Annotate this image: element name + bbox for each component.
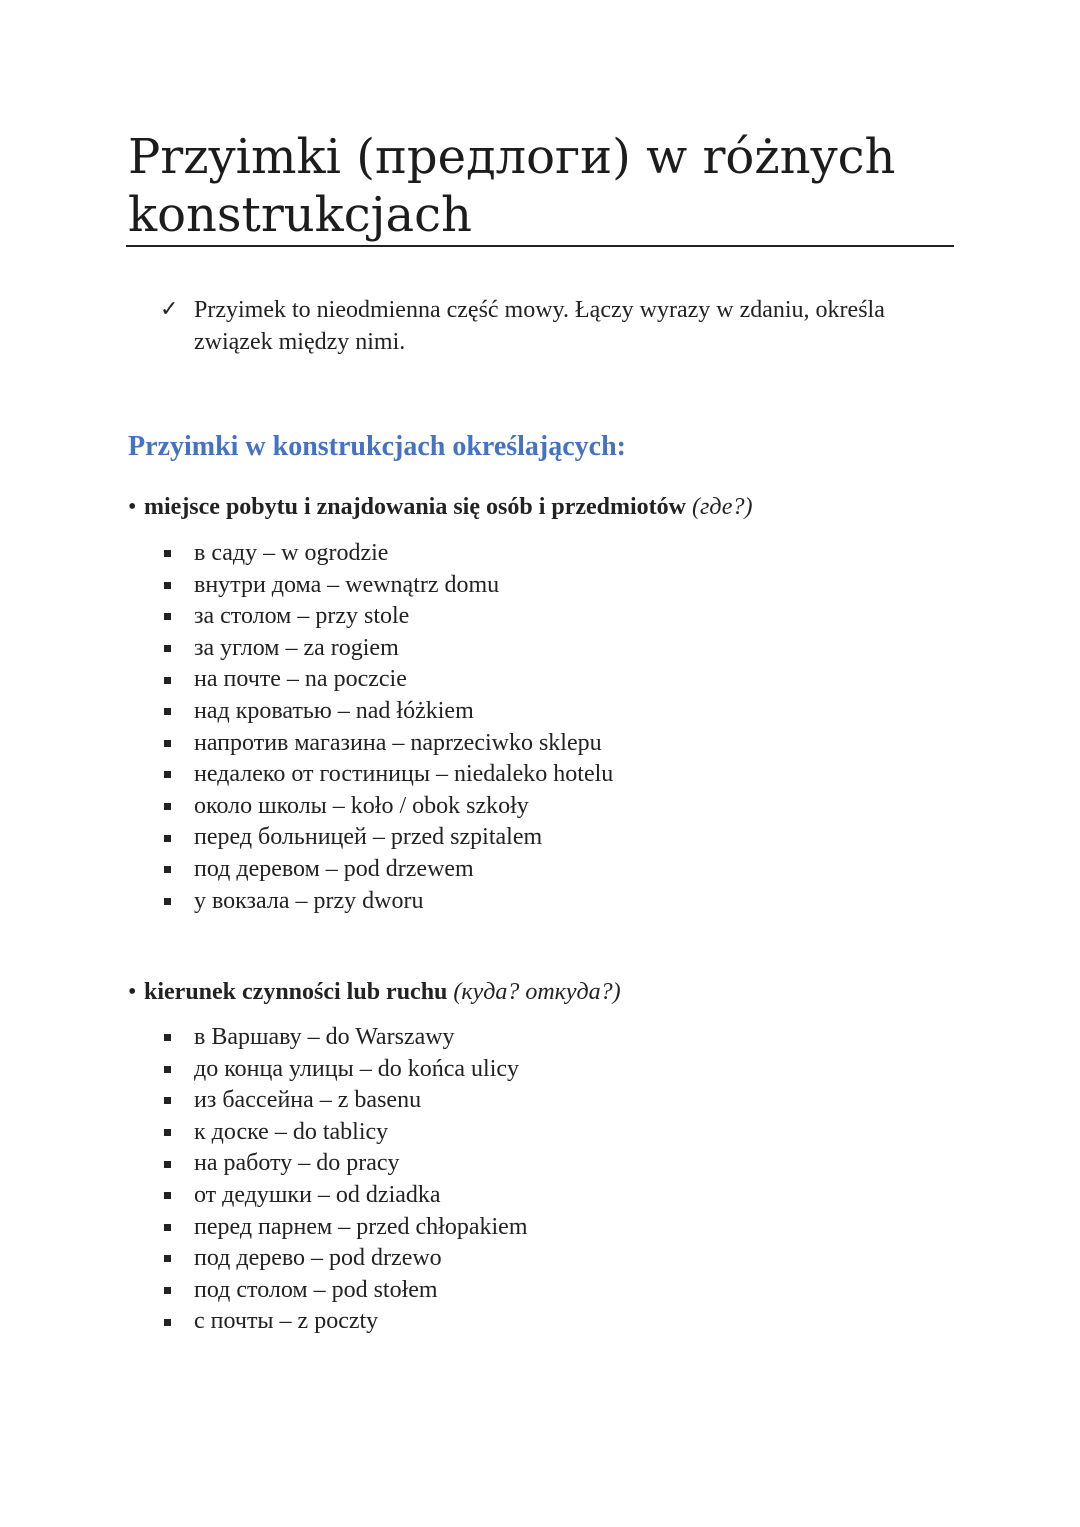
square-bullet-icon — [164, 550, 171, 557]
list-item-text: на работу – do pracy — [194, 1150, 400, 1177]
list-item-text: в саду – w ogrodzie — [194, 540, 389, 566]
list-item-text: над кроватью – nad łóżkiem — [194, 697, 474, 724]
location-preposition-list — [160, 538, 613, 917]
list-item — [160, 791, 613, 823]
list-item-text: под столом – pod stołem — [194, 1276, 438, 1303]
list-item — [160, 1117, 527, 1149]
list-item-text: недалеко от гостиницы – niedaleko hotelu — [194, 761, 614, 788]
list-item-text: около школы – koło / obok szkoły — [194, 792, 529, 819]
title-underline — [126, 245, 954, 247]
list-item-text: за столом – przy stole — [194, 603, 410, 630]
list-item — [160, 822, 613, 854]
list-item-text: из бассейна – z basenu — [194, 1087, 422, 1114]
direction-preposition-list — [160, 1022, 527, 1338]
section-label-bold: miejsce pobytu i znajdowania się osób i przedmiotów — [144, 494, 686, 520]
section-heading: Przyimki w konstrukcjach określających: — [128, 431, 626, 462]
list-item-text: перед больницей – przed szpitalem — [194, 824, 543, 851]
list-item — [160, 1148, 527, 1180]
section-label-question: (где?) — [692, 494, 753, 520]
square-bullet-icon — [164, 1319, 171, 1326]
page-title: Przyimki (предлоги) w różnych konstrukcjach — [128, 129, 896, 243]
list-item — [160, 601, 613, 633]
square-bullet-icon — [164, 1224, 171, 1231]
list-item — [160, 1243, 527, 1275]
list-item — [160, 728, 613, 760]
section-label-direction — [128, 976, 621, 1008]
list-item — [160, 570, 613, 602]
list-item-text: перед парнем – przed chłopakiem — [194, 1213, 528, 1240]
list-item-text: с почты – z poczty — [194, 1308, 379, 1335]
square-bullet-icon — [164, 582, 171, 589]
list-item — [160, 1180, 527, 1212]
square-bullet-icon — [164, 898, 171, 905]
square-bullet-icon — [164, 1192, 171, 1199]
square-bullet-icon — [164, 740, 171, 747]
square-bullet-icon — [164, 1129, 171, 1136]
list-item-text: до конца улицы – do końca ulicy — [194, 1055, 520, 1082]
square-bullet-icon — [164, 1161, 171, 1168]
square-bullet-icon — [164, 1287, 171, 1294]
list-item-text: напротив магазина – naprzeciwko sklepu — [194, 729, 602, 756]
square-bullet-icon — [164, 613, 171, 620]
list-item — [160, 1054, 527, 1086]
square-bullet-icon — [164, 771, 171, 778]
list-item — [160, 1022, 527, 1054]
square-bullet-icon — [164, 803, 171, 810]
square-bullet-icon — [164, 677, 171, 684]
square-bullet-icon — [164, 708, 171, 715]
section-label-question: (куда? откуда?) — [453, 979, 621, 1005]
square-bullet-icon — [164, 835, 171, 842]
section-label-location — [128, 491, 752, 523]
list-item-text: к доске – do tablicy — [194, 1118, 389, 1145]
list-item — [160, 1275, 527, 1307]
section-label-bold: kierunek czynności lub ruchu — [144, 979, 448, 1005]
list-item — [160, 854, 613, 886]
square-bullet-icon — [164, 1034, 171, 1041]
square-bullet-icon — [164, 1066, 171, 1073]
square-bullet-icon — [164, 1097, 171, 1104]
list-item — [160, 1085, 527, 1117]
list-item — [160, 633, 613, 665]
list-item-text: под дерево – pod drzewo — [194, 1245, 442, 1272]
list-item-text: у вокзала – przy dworu — [194, 887, 424, 914]
list-item-text: под деревом – pod drzewem — [194, 855, 474, 882]
list-item-text: на почте – na poczcie — [194, 666, 407, 693]
square-bullet-icon — [164, 645, 171, 652]
list-item — [160, 664, 613, 696]
bullet-dot-icon: • — [128, 979, 137, 1005]
bullet-dot-icon: • — [128, 494, 137, 520]
list-item-text: внутри дома – wewnątrz domu — [194, 571, 500, 598]
checkmark-icon: ✓ — [160, 297, 179, 322]
list-item-text: за углом – za rogiem — [194, 634, 399, 661]
list-item — [160, 759, 613, 791]
list-item — [160, 1306, 527, 1338]
intro-paragraph — [160, 294, 960, 358]
list-item — [160, 696, 613, 728]
list-item-text: от дедушки – od dziadka — [194, 1181, 441, 1208]
square-bullet-icon — [164, 866, 171, 873]
list-item-text: в Варшаву – do Warszawy — [194, 1024, 455, 1050]
list-item — [160, 1212, 527, 1244]
list-item — [160, 886, 613, 918]
intro-text: Przyimek to nieodmienna część mowy. Łączy wyrazy w zdaniu, określa związek między nimi. — [194, 297, 885, 355]
list-item — [160, 538, 613, 570]
square-bullet-icon — [164, 1255, 171, 1262]
